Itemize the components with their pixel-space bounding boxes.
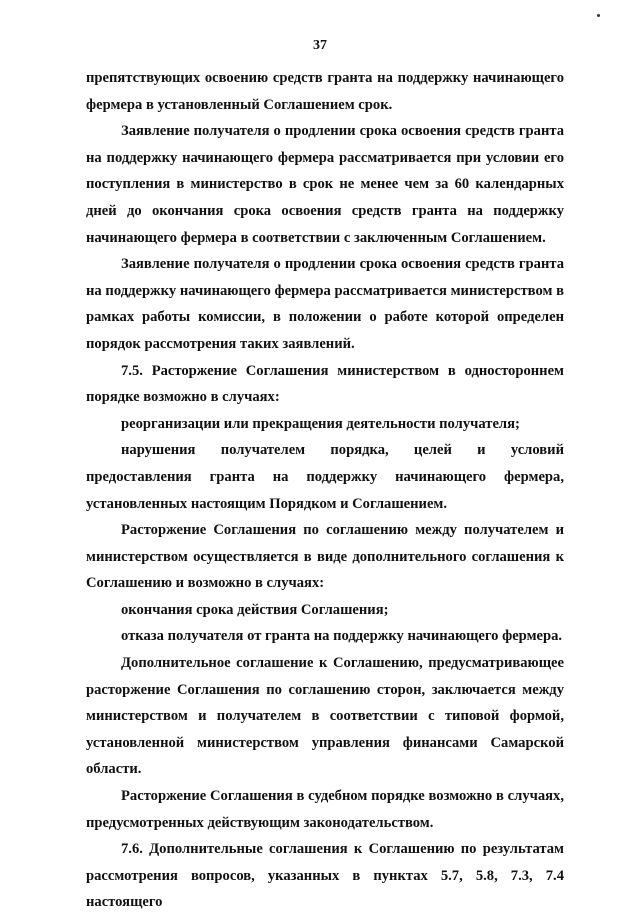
paragraph-9: отказа получателя от гранта на поддержку начинающего фермера. xyxy=(121,628,563,645)
paragraph-4: 7.5. Расторжение Соглашения министерством в одностороннем порядке возможно в случаях: xyxy=(86,362,564,406)
paragraph-2: Заявление получателя о продлении срока освоения средств гранта на поддержку начинающего фермера рассматривается при условии его поступления в министерство в срок не менее чем за 60 календарных дней до окончания срока освоения средств гранта на поддержку начинающего фермера в соответствии с заключенным Соглашением. xyxy=(86,123,564,246)
paragraph-7: Расторжение Соглашения по соглашению между получателем и министерством осуществляется в виде дополнительного соглашения к Соглашению и возможно в случаях: xyxy=(86,522,564,592)
paragraph-8: окончания срока действия Соглашения; xyxy=(121,601,389,618)
paragraph-6: нарушения получателем порядка, целей и условий предоставления гранта на поддержку начинающего фермера, установленных настоящим Порядком и Соглашением. xyxy=(86,442,564,512)
paragraph-1: препятствующих освоению средств гранта на поддержку начинающего фермера в установленный Соглашением срок. xyxy=(86,70,564,113)
paragraph-3: Заявление получателя о продлении срока освоения средств гранта на поддержку начинающего фермера рассматривается министерством в рамках работы комиссии, в положении о работе которой определен порядок рассмотрения таких заявлений. xyxy=(86,256,564,352)
paragraph-12: 7.6. Дополнительные соглашения к Соглашению по результатам рассмотрения вопросов, указанных в пунктах 5.7, 5.8, 7.3, 7.4 настоящего xyxy=(86,841,564,911)
document-body xyxy=(86,65,564,916)
paragraph-11: Расторжение Соглашения в судебном порядке возможно в случаях, предусмотренных действующим законодательством. xyxy=(86,788,564,831)
paragraph-5: реорганизации или прекращения деятельности получателя; xyxy=(121,415,520,432)
paragraph-10: Дополнительное соглашение к Соглашению, предусматривающее расторжение Соглашения по соглашению сторон, заключается между министерством и получателем в соответствии с типовой формой, установленной министерством управления финансами Самарской области. xyxy=(86,655,564,778)
page-number: 37 xyxy=(313,38,327,53)
scan-speck xyxy=(597,14,600,17)
